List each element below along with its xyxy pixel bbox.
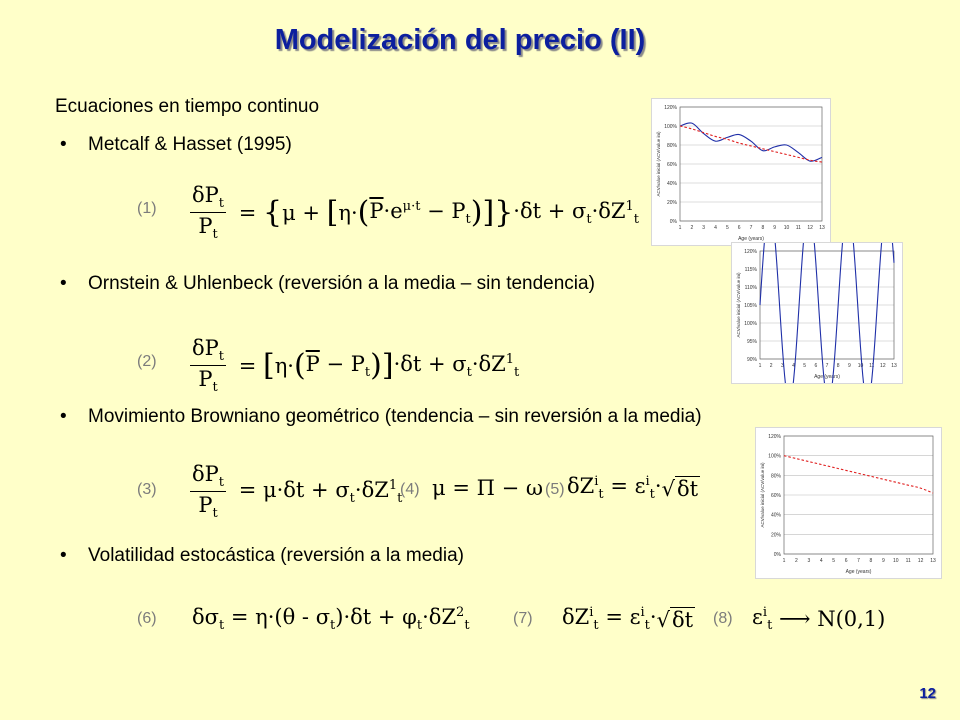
chart-2-svg [732,243,902,383]
y-tick-label: 105% [744,303,757,309]
x-tick-label: 2 [769,363,773,369]
equation-1: $\frac{\delta P_t}{P_t}$ = { μ + [ η· ( $\overline{P}\cdot e^{\mu\cdot t} - P_t$ ) ] } $\cdot\delta t + \sigma_t\cdot\delta Z^1_t$ [192,183,639,243]
page-number: 12 [919,685,936,702]
x-tick-label: 4 [819,558,823,564]
x-tick-label: 9 [773,225,777,231]
equation-5: $\delta Z^i_t = \varepsilon^i_t\cdot$ √ δt [567,474,699,503]
x-axis-label: Age (years) [738,236,764,242]
x-tick-label: 11 [905,558,911,564]
x-tick-label: 11 [795,225,801,231]
equation-6: $\delta\sigma_t = \eta\cdot(\theta - \sigma_t)\cdot\delta t + \varphi_t\cdot\delta Z^2_t$ [192,605,470,634]
bullet-dot: • [60,273,67,294]
x-tick-label: 12 [917,558,924,564]
y-tick-label: 100% [664,124,677,130]
x-tick-label: 4 [792,363,795,369]
y-tick-label: 40% [666,181,677,187]
y-tick-label: 80% [770,473,781,480]
eq-number-4: (4) [400,481,420,498]
x-tick-label: 12 [807,225,813,231]
bullet-1-text: Metcalf & Hasset (1995) [88,134,292,155]
chart-1 [651,98,831,246]
y-tick-label: 20% [666,200,677,206]
y-tick-label: 120% [768,434,781,440]
x-tick-label: 6 [814,363,818,369]
chart-2 [731,242,903,384]
bullet-dot: • [60,545,67,566]
x-tick-label: 1 [678,225,682,231]
eq3-fraction: $\frac{\delta P_t}{P_t}$ [192,462,225,522]
y-tick-label: 100% [744,321,757,327]
y-tick-label: 40% [770,512,781,519]
y-tick-label: 0% [669,219,677,225]
y-tick-label: 115% [744,267,757,273]
y-axis-label: ACV/value inicial (ACV/value ini) [656,131,661,197]
y-tick-label: 120% [664,105,677,111]
equation-7: $\delta Z^i_t = \varepsilon^i_t\cdot$ √ δt [562,605,694,634]
series-line-1 [760,243,894,383]
x-tick-label: 9 [881,558,885,564]
y-axis-label: ACV/value inicial (ACV/value ini) [760,462,765,528]
y-tick-label: 0% [773,552,781,558]
y-tick-label: 60% [666,162,677,168]
x-axis-label: Age (years) [845,569,872,575]
x-tick-label: 6 [737,225,741,231]
x-tick-label: 8 [761,225,765,231]
eq-number-2: (2) [137,353,157,370]
x-tick-label: 9 [847,363,851,369]
x-tick-label: 7 [749,225,753,231]
y-tick-label: 110% [744,285,757,291]
y-tick-label: 100% [768,453,781,460]
eq-number-1: (1) [137,200,157,217]
bullet-2 [60,273,595,295]
y-tick-label: 90% [746,357,757,363]
equation-8: $\varepsilon^i_t$ ⟶ N(0,1) [752,605,886,634]
x-tick-label: 10 [783,225,790,231]
x-tick-label: 1 [782,558,786,564]
eq1-fraction: $\frac{\delta P_t}{P_t}$ [192,183,225,243]
x-tick-label: 10 [892,558,899,564]
equation-4: μ = Π − ω [432,476,543,500]
x-tick-label: 1 [758,363,762,369]
y-tick-label: 95% [746,339,757,345]
bullet-4-text: Volatilidad estocástica (reversión a la media) [88,545,464,566]
y-tick-label: 20% [770,532,781,539]
x-tick-label: 3 [702,225,706,231]
x-tick-label: 3 [807,558,811,564]
x-tick-label: 5 [725,225,729,231]
y-axis-label: ACV/value inicial (ACV/value ini) [736,272,741,338]
x-tick-label: 2 [795,558,798,564]
x-tick-label: 11 [869,363,875,369]
eq-number-5: (5) [545,481,565,498]
chart-3-svg [756,428,941,578]
x-tick-label: 13 [930,558,936,564]
y-tick-label: 120% [744,249,757,255]
eq-number-8: (8) [713,610,733,627]
x-tick-label: 5 [803,363,807,369]
series-line-1 [784,456,933,493]
x-tick-label: 8 [869,558,873,564]
y-tick-label: 60% [770,493,781,499]
x-tick-label: 13 [891,363,897,369]
chart-3 [755,427,942,579]
bullet-4 [60,545,464,567]
bullet-1 [60,134,292,156]
bullet-dot: • [60,134,67,155]
chart-1-svg [652,99,830,245]
equation-3: $\frac{\delta P_t}{P_t}$ = $\mu\cdot\delta t + \sigma_t\cdot\delta Z^1_t$ [192,462,403,522]
eq-number-7: (7) [513,610,533,627]
y-tick-label: 80% [666,143,677,149]
x-tick-label: 12 [880,363,886,369]
x-tick-label: 5 [832,558,836,564]
x-tick-label: 2 [690,225,694,231]
x-tick-label: 13 [819,225,825,231]
intro-text: Ecuaciones en tiempo continuo [55,96,320,117]
bullet-dot: • [60,406,67,427]
eq-number-3: (3) [137,481,157,498]
bullet-3 [60,406,702,428]
x-tick-label: 3 [780,363,784,369]
x-tick-label: 6 [844,558,848,564]
eq2-fraction: $\frac{\delta P_t}{P_t}$ [192,336,225,396]
equation-2: $\frac{\delta P_t}{P_t}$ = [ η· ( $\overline{P} - P_t$ ) ] $\cdot\delta t + \sigma_t\cdot\delta Z^1_t$ [192,336,520,396]
series-line-1 [680,123,822,161]
x-tick-label: 7 [857,558,860,564]
x-axis-label: Age (years) [814,374,840,380]
eq-number-6: (6) [137,610,157,627]
bullet-2-text: Ornstein & Uhlenbeck (reversión a la media – sin tendencia) [88,273,595,294]
x-tick-label: 4 [714,225,717,231]
x-tick-label: 8 [836,363,840,369]
slide-title: Modelización del precio (II) [274,24,646,56]
x-tick-label: 10 [857,363,864,369]
bullet-3-text: Movimiento Browniano geométrico (tendencia – sin reversión a la media) [88,406,702,427]
x-tick-label: 7 [825,363,829,369]
